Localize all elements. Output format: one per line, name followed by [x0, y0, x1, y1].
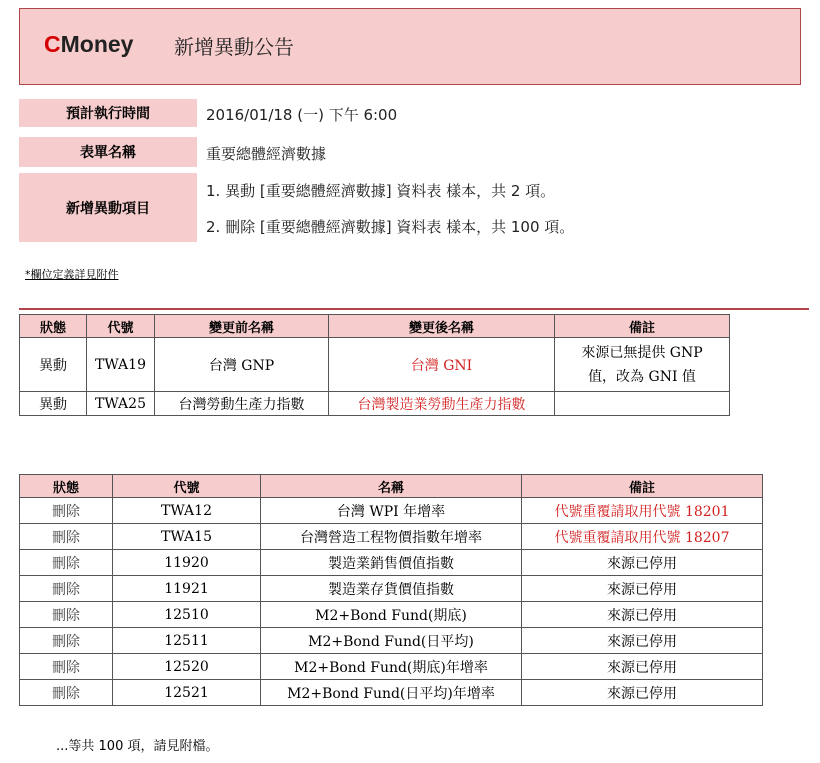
cell-code: TWA19	[87, 338, 155, 392]
table-row	[20, 680, 763, 706]
cell-status: 刪除	[20, 524, 113, 550]
form-value: 重要總體經濟數據	[206, 145, 327, 163]
cell-status: 刪除	[20, 628, 113, 654]
col-after: 變更後名稱	[329, 315, 555, 338]
cell-status: 刪除	[20, 498, 113, 524]
cell-name: M2+Bond Fund(日平均)年增率	[261, 680, 522, 706]
cell-remark: 來源已停用	[522, 628, 763, 654]
cell-status: 異動	[20, 392, 87, 416]
table-row	[20, 576, 763, 602]
col-before: 變更前名稱	[155, 315, 329, 338]
cell-code: TWA12	[113, 498, 261, 524]
cell-code: 12521	[113, 680, 261, 706]
table-row	[20, 498, 763, 524]
cell-remark: 來源已停用	[522, 550, 763, 576]
table-header	[20, 475, 763, 498]
cell-remark: 來源已停用	[522, 654, 763, 680]
col-remark: 備註	[555, 315, 730, 338]
table-row	[20, 524, 763, 550]
table-row	[20, 392, 730, 416]
remark-line: 來源已無提供 GNP	[581, 344, 703, 361]
cell-remark	[555, 392, 730, 416]
divider	[19, 308, 809, 310]
item-2: 2. 刪除 [重要總體經濟數據] 資料表 樣本，共 100 項。	[206, 218, 575, 236]
cell-remark: 來源已停用	[522, 680, 763, 706]
col-code: 代號	[113, 475, 261, 498]
table-row	[20, 550, 763, 576]
cell-remark: 來源已停用	[522, 576, 763, 602]
cell-code: 11920	[113, 550, 261, 576]
items-label: 新增異動項目	[19, 173, 197, 242]
delete-table	[19, 474, 763, 706]
cell-status: 刪除	[20, 602, 113, 628]
col-name: 名稱	[261, 475, 522, 498]
cell-before: 台灣 GNP	[155, 338, 329, 392]
time-value: 2016/01/18 (一) 下午 6:00	[206, 106, 398, 124]
cell-name: 台灣 WPI 年增率	[261, 498, 522, 524]
table-row	[20, 654, 763, 680]
remark-line: 值，改為 GNI 值	[588, 368, 696, 385]
cell-status: 刪除	[20, 576, 113, 602]
cell-name: 台灣營造工程物價指數年增率	[261, 524, 522, 550]
form-label: 表單名稱	[19, 137, 197, 167]
cell-status: 刪除	[20, 680, 113, 706]
cell-name: 製造業存貨價值指數	[261, 576, 522, 602]
cell-status: 異動	[20, 338, 87, 392]
cmoney-logo: CMoney	[44, 31, 134, 57]
cell-code: 12510	[113, 602, 261, 628]
cell-name: M2+Bond Fund(期底)年增率	[261, 654, 522, 680]
cell-before: 台灣勞動生產力指數	[155, 392, 329, 416]
announcement-header	[19, 8, 801, 85]
cell-name: 製造業銷售價值指數	[261, 550, 522, 576]
cell-after: 台灣 GNI	[329, 338, 555, 392]
cell-after: 台灣製造業勞動生產力指數	[329, 392, 555, 416]
cell-remark: 代號重覆請取用代號 18207	[522, 524, 763, 550]
cell-code: 12511	[113, 628, 261, 654]
item-1: 1. 異動 [重要總體經濟數據] 資料表 樣本，共 2 項。	[206, 182, 556, 200]
cell-code: 11921	[113, 576, 261, 602]
col-remark: 備註	[522, 475, 763, 498]
table-row	[20, 602, 763, 628]
page-title: 新增異動公告	[174, 35, 294, 59]
table-row	[20, 338, 730, 392]
cell-code: 12520	[113, 654, 261, 680]
table-header	[20, 315, 730, 338]
time-label: 預計執行時間	[19, 99, 197, 127]
cell-name: M2+Bond Fund(日平均)	[261, 628, 522, 654]
cell-status: 刪除	[20, 654, 113, 680]
cell-remark: 代號重覆請取用代號 18201	[522, 498, 763, 524]
cell-code: TWA15	[113, 524, 261, 550]
table-row	[20, 628, 763, 654]
cell-code: TWA25	[87, 392, 155, 416]
col-status: 狀態	[20, 475, 113, 498]
cell-name: M2+Bond Fund(期底)	[261, 602, 522, 628]
footer-note: ...等共 100 項，請見附檔。	[56, 739, 219, 754]
cell-status: 刪除	[20, 550, 113, 576]
field-definition-note[interactable]: *欄位定義詳見附件	[25, 268, 119, 281]
col-code: 代號	[87, 315, 155, 338]
change-table	[19, 314, 730, 416]
cell-remark: 來源已停用	[522, 602, 763, 628]
col-status: 狀態	[20, 315, 87, 338]
cell-remark	[555, 338, 730, 392]
